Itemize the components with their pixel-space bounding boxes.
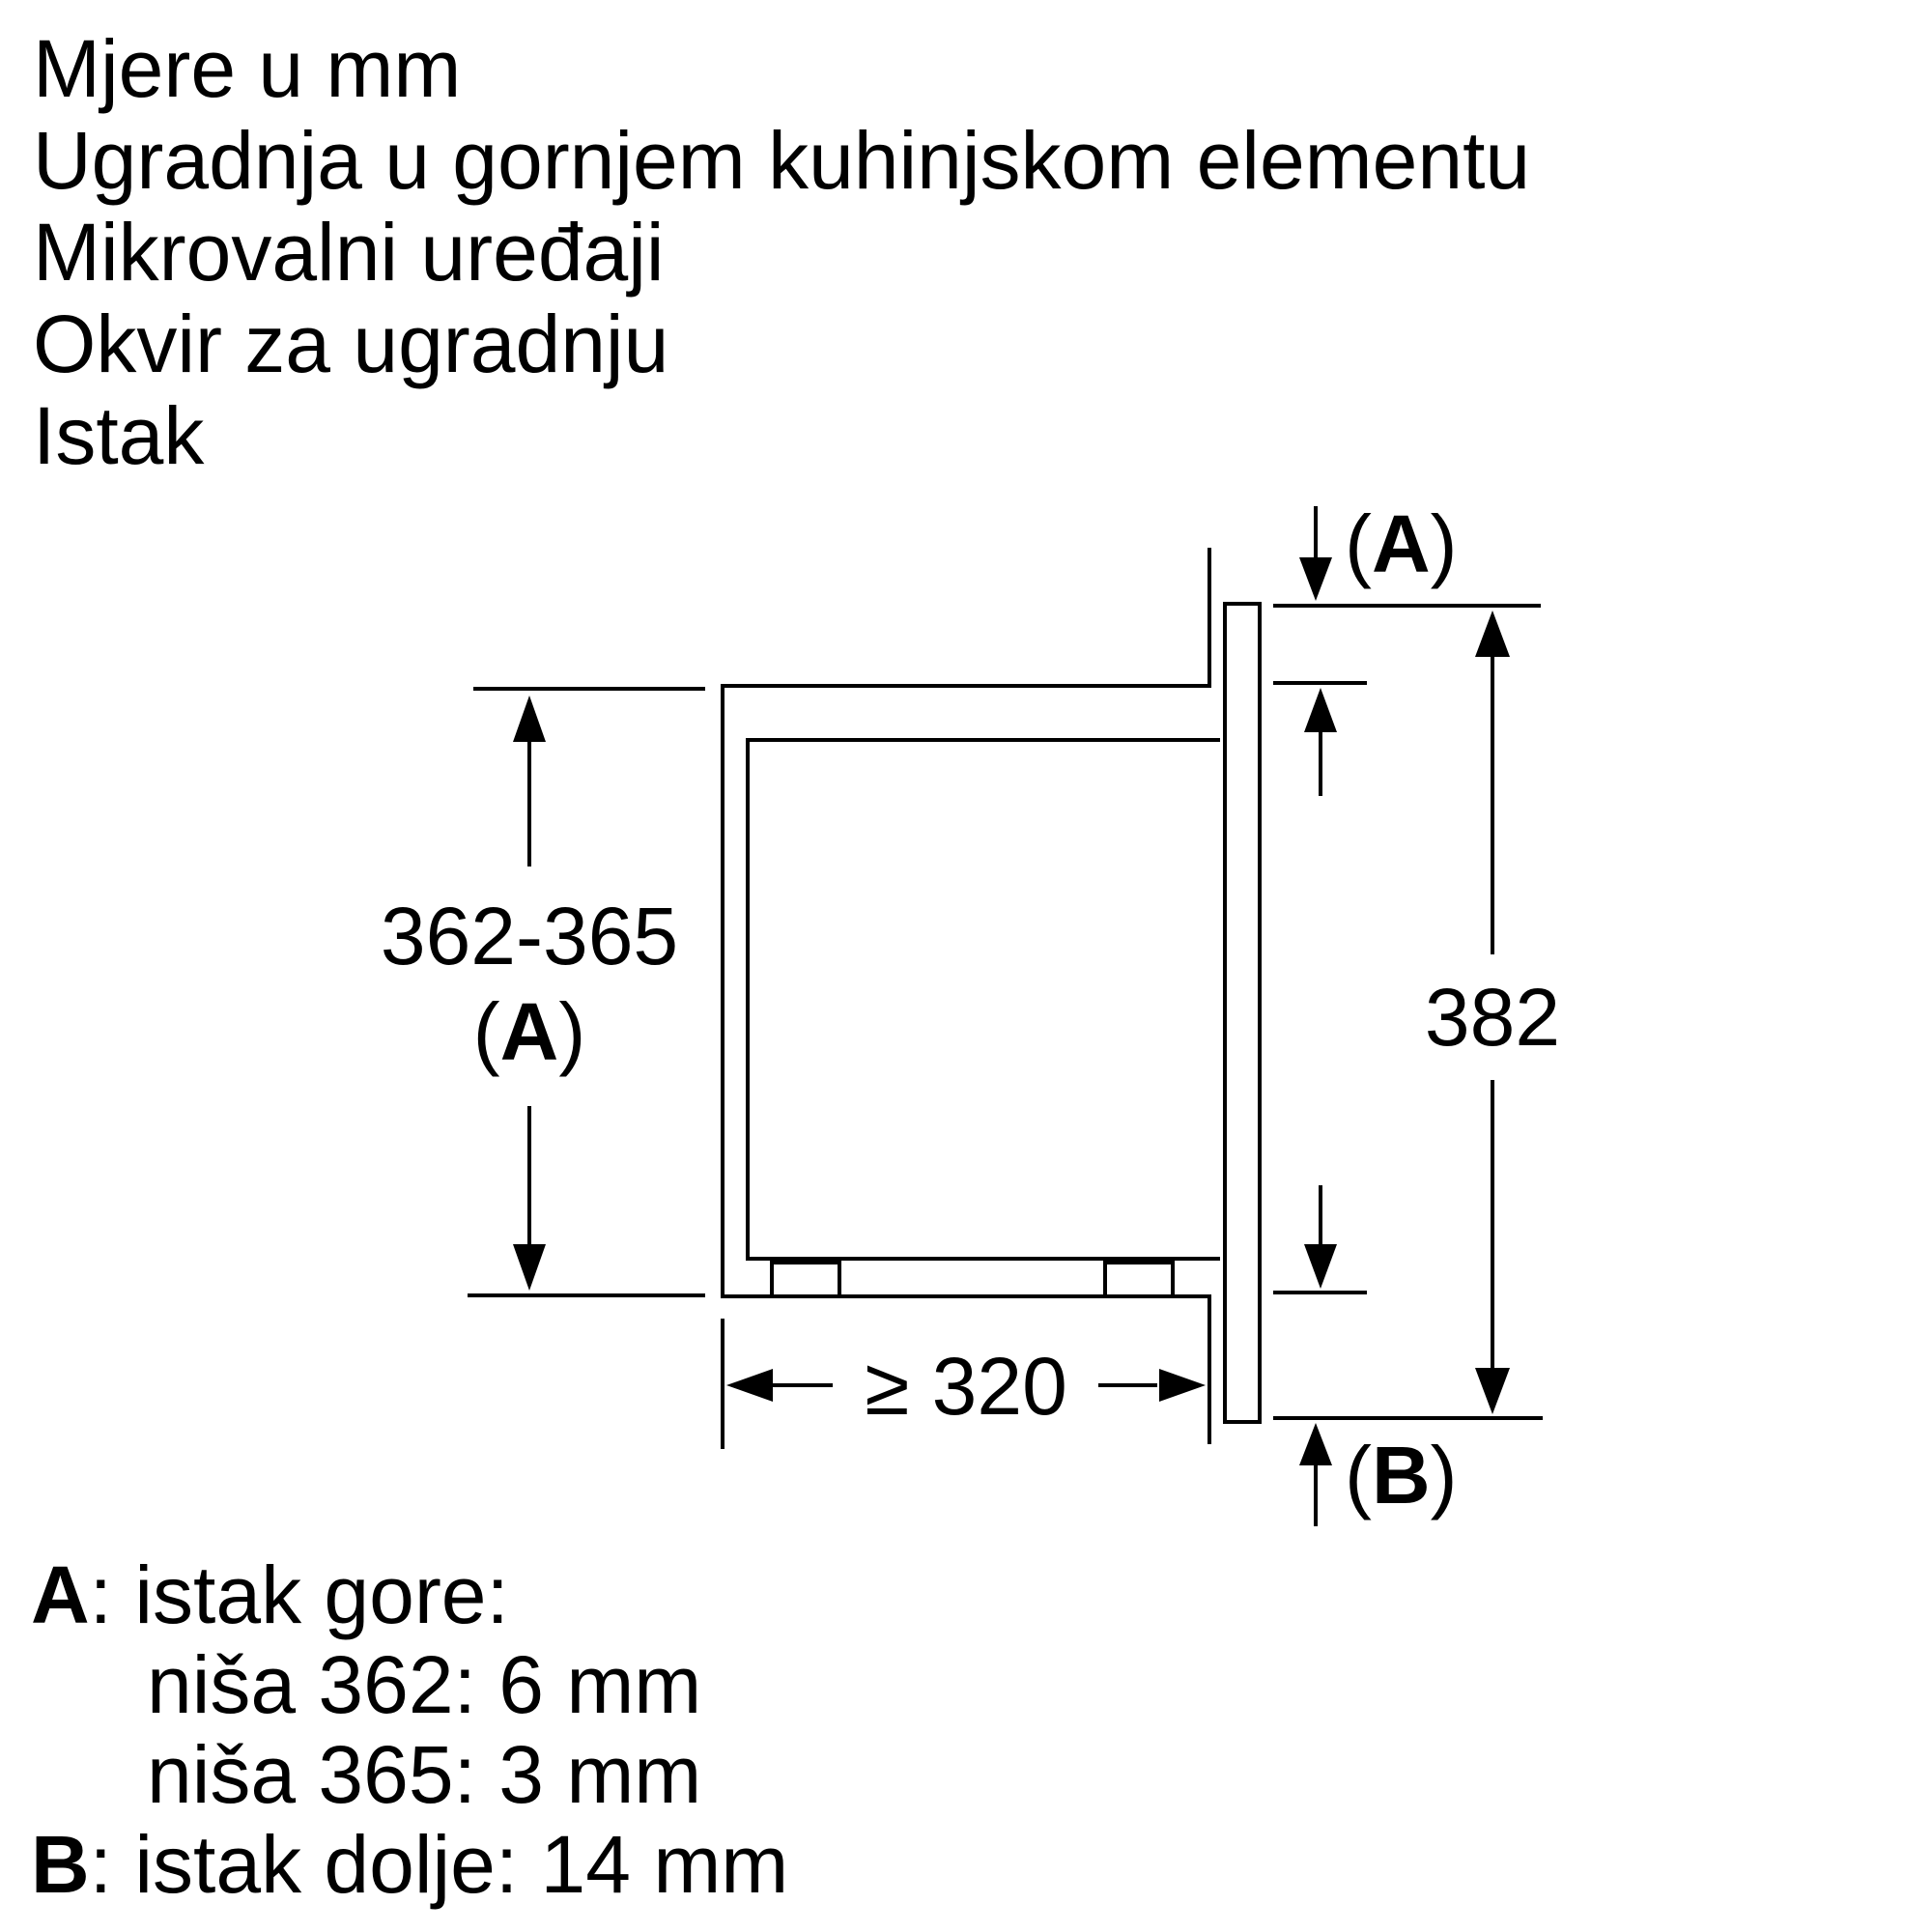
legend-a-niche-365: niša 365: 3 mm	[147, 1729, 702, 1820]
legend-a-row	[31, 1550, 788, 1640]
frame-height-label: 382	[1424, 972, 1561, 1063]
bottom-overhang-ref-label: (B)	[1345, 1430, 1458, 1520]
frame-height-arrow-up	[1475, 611, 1510, 657]
niche-height-label: 362-365	[380, 891, 679, 981]
depth-arrow-right	[1159, 1369, 1206, 1402]
niche-arrow-down	[513, 1244, 546, 1291]
frame-height-arrow-down	[1475, 1368, 1510, 1414]
title-line-frame: Okvir za ugradnju	[33, 298, 669, 389]
legend-b-row	[31, 1820, 788, 1910]
depth-label: ≥ 320	[865, 1341, 1067, 1432]
legend	[31, 1550, 788, 1910]
legend-b-text: : istak dolje: 14 mm	[89, 1819, 789, 1910]
frame-bar	[1225, 604, 1260, 1422]
title-line-product: Mikrovalni uređaji	[33, 207, 665, 298]
legend-b-key: B	[31, 1819, 90, 1910]
cabinet-outline	[723, 548, 1209, 1444]
top-overhang-arrow-down	[1299, 557, 1332, 601]
bottom-overhang-arrow-up	[1299, 1423, 1332, 1465]
title-line-installation: Ugradnja u gornjem kuhinjskom elementu	[33, 115, 1531, 206]
title-line-overhang: Istak	[33, 390, 205, 481]
legend-a-niche-362: niša 362: 6 mm	[147, 1639, 702, 1730]
top-overhang-ref-label: (A)	[1345, 498, 1458, 589]
niche-arrow-up	[513, 696, 546, 742]
depth-arrow-left	[726, 1369, 773, 1402]
legend-a-text: : istak gore:	[89, 1549, 509, 1640]
cabinet-inner-outline	[748, 740, 1220, 1259]
appliance-foot-left	[772, 1263, 839, 1296]
appliance-foot-right	[1105, 1263, 1173, 1296]
legend-a-key: A	[31, 1549, 90, 1640]
title-line-units: Mjere u mm	[33, 23, 462, 114]
top-overhang-arrow-up	[1304, 688, 1337, 732]
bottom-overhang-arrow-down	[1304, 1244, 1337, 1289]
niche-height-ref-label: (A)	[472, 986, 586, 1077]
